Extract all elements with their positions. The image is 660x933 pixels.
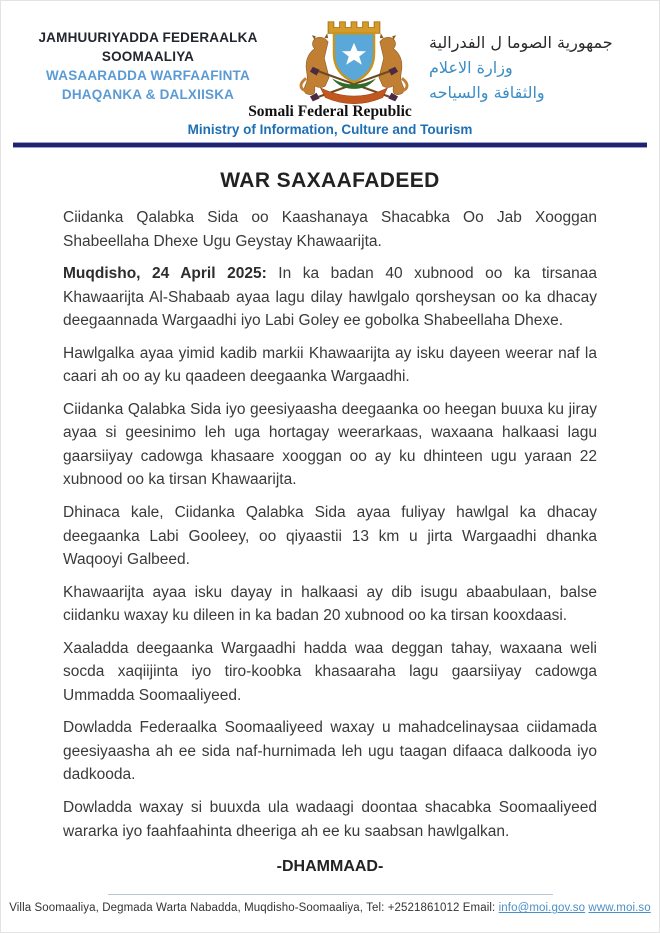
leopard-right-icon: [379, 33, 407, 94]
ministry-name-english: Ministry of Information, Culture and Tourism: [187, 122, 473, 137]
letterhead-somali-block: [27, 17, 269, 105]
crown-icon: [328, 22, 380, 33]
body-paragraph: Khawaarijta ayaa isku dayay in halkaasi ay dib isugu abaabulaan, balse ciidanku waxay ku dileen in ka badan 20 xubnood oo ka tirsan kooxdaasi.: [63, 583, 597, 625]
press-release-body: [63, 206, 597, 843]
body-paragraph: Hawlgalka ayaa yimid kadib markii Khawaarijta ay isku dayeen weerar naf la caari ah oo ay ku qaadeen deegaanka Wargaadhi.: [63, 344, 597, 386]
letterhead-english-titles: [1, 103, 659, 137]
republic-name-somali-line2: SOOMAALIYA: [101, 48, 195, 64]
ribbon-icon: [320, 88, 387, 104]
ministry-name-somali-line1: WASAARADDA WARFAAFINTA: [46, 67, 250, 83]
dateline-paragraph: [63, 262, 597, 333]
ministry-name-arabic-line2: والثقافة والسياحه: [429, 82, 545, 102]
body-paragraph: Dowladda Federaalka Soomaaliyeed waxay u mahadcelinaysaa ciidamada geesiyaasha ah ee sida naf-hurnimada leh ugu taagan difaaca dalkooda iyo dadkooda.: [63, 719, 597, 784]
body-paragraph: Ciidanka Qalabka Sida iyo geesiyaasha deegaanka oo heegan buuxa ku jiray ayaa si geesinimo leh uga hortagay weerarkaas, waxaana halkaasi lagu gaarsiiyay cadowga khasaare xooggan oo ay ku dhinteen ugu yaraan 22 xubnood oo ka tirsan Khawaarijta.: [63, 400, 597, 489]
dateline: Muqdisho, 24 April 2025:: [63, 265, 267, 283]
body-paragraph: Dowladda waxay si buuxda ula wadaagi doontaa shacabka Soomaaliyeed wararka iyo faahfaahinta dheeriga ah ee ku saabsan hawlgalkan.: [63, 799, 597, 840]
republic-name-arabic: جمهورية الصوما ل الفدرالية: [429, 33, 613, 52]
letterhead: [1, 1, 659, 109]
footer: [1, 894, 659, 914]
letterhead-emblem-block: [279, 17, 429, 109]
intro-paragraph: Ciidanka Qalabka Sida oo Kaashanaya Shacabka Oo Jab Xooggan Shabeellaha Dhexe Ugu Geystay Khawaarijta.: [63, 209, 597, 250]
ministry-name-somali-line2: DHAQANKA & DALXIISKA: [61, 86, 235, 102]
dateline-text: In ka badan 40 xubnood oo ka tirsanaa Khawaarijta Al-Shabaab ayaa lagu dilay hawlgalo qorsheysan oo ka dhacay deegaannada Wargaadhi iyo Labi Goley ee gobolka Shabeellaha Dhexe.: [63, 265, 597, 330]
website-link[interactable]: www.moi.so: [588, 902, 651, 915]
leopard-left-icon: [301, 33, 329, 94]
shield-icon: [334, 33, 374, 82]
country-name-english: Somali Federal Republic: [248, 103, 412, 120]
body-paragraph: Xaaladda deegaanka Wargaadhi hadda waa deggan tahay, waxaana weli socda xaqiijinta iyo tiro-koobka khasaaraha lagu gaarsiiyay cadowga Ummadda Soomaaliyeed.: [63, 639, 597, 704]
footer-contact-line: [1, 902, 659, 914]
republic-name-somali-line1: JAMHUURIYADDA FEDERAALKA: [38, 30, 258, 45]
body-paragraph: Dhinaca kale, Ciidanka Qalabka Sida ayaa fuliyay hawlgal ka dhacay deegaanka Labi Gooleey, oo qiyaastii 13 km u jirta Wargaadhi dhanka Waqooyi Galbeed.: [63, 504, 597, 569]
letterhead-divider: [13, 142, 647, 148]
ministry-name-arabic-line1: وزارة الاعلام: [429, 57, 513, 77]
press-release-title: WAR SAXAAFADEED: [220, 169, 440, 192]
letterhead-arabic-block: [429, 17, 651, 105]
footer-divider: [108, 894, 553, 895]
email-link[interactable]: info@moi.gov.so: [498, 902, 586, 915]
closing-mark: -DHAMMAAD-: [276, 858, 384, 876]
footer-address: Villa Soomaaliya, Degmada Warta Nabadda, Muqdisho-Soomaaliya, Tel: +2521861012 Email:: [9, 902, 499, 915]
somalia-coat-of-arms: [290, 17, 418, 109]
